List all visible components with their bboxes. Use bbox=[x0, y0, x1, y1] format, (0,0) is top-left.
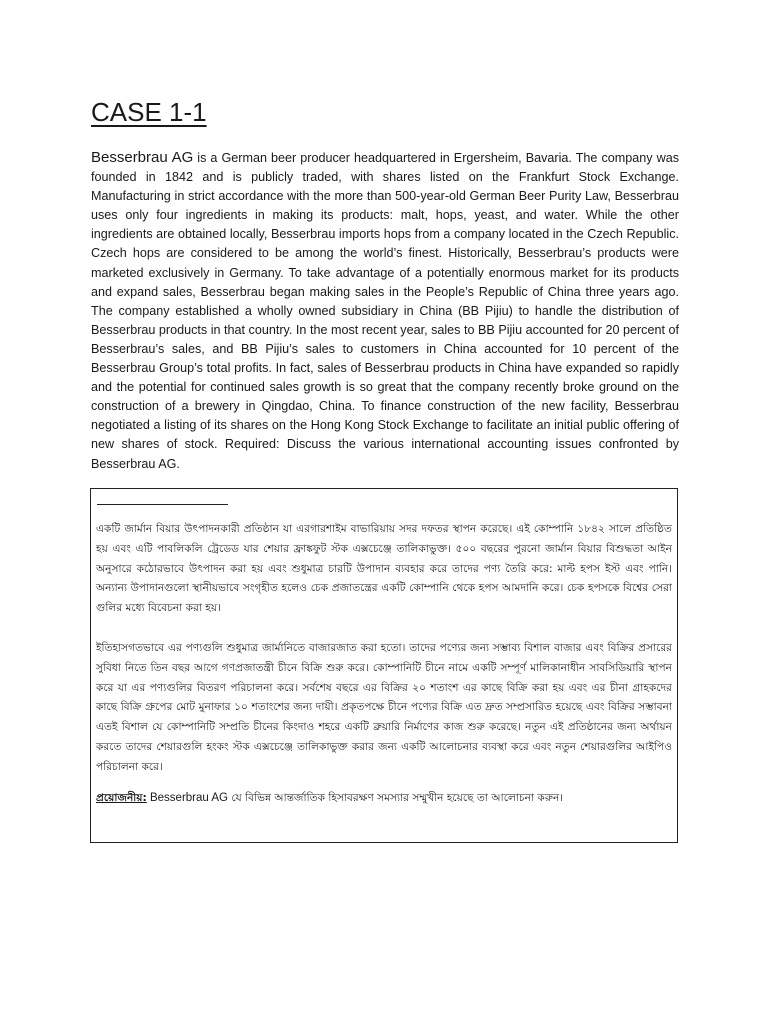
case-title: CASE 1-1 bbox=[91, 97, 207, 127]
required-label: প্রয়োজনীয়: bbox=[96, 791, 147, 804]
company-name: Besserbrau AG bbox=[91, 149, 194, 166]
case-description-english bbox=[91, 148, 679, 474]
bengali-paragraph-1: একটি জার্মান বিয়ার উৎপাদনকারী প্রতিষ্ঠান যা এরগারশাইম বাভারিয়ায় সদর দফতর স্থাপন করেছে। এই কোম্পানি ১৮৪২ সালে প্রতিষ্ঠিত হয় এবং এটি পাবলিকলি ট্রেডেড যার শেয়ার ফ্রাঙ্কফুট স্টক এক্সচেঞ্জে তালিকাভুক্ত। ৫০০ বছরের পুরনো জার্মান বিয়ার বিশুদ্ধতা আইন অনুসারে কঠোরভাবে উৎপাদন করা হয় এবং শুধুমাত্র চারটি উপাদান ব্যবহার করে তাদের পণ্য তৈরি করে: মাল্ট হপস ইস্ট এবং পানি। অন্যান্য উপাদানগুলো স্থানীয়ভাবে সংগৃহীত হলেও চেক প্রজাতন্ত্রের একটি কোম্পানি থেকে হপস আমদানি করে। চেক হপসকে বিশ্বের সেরা গুলির মধ্যে বিবেচনা করা হয়। bbox=[96, 523, 672, 615]
case-body-text: is a German beer producer headquartered in Ergersheim, Bavaria. The company was founded in 1842 and is publicly traded, with shares listed on the Frankfurt Stock Exchange. Manufacturing in strict accordance with the more than 500-year-old German Beer Purity Law, Besserbrau uses only four ingredients in making its products: malt, hops, yeast, and water. While the other ingredients are obtained locally, Besserbrau imports hops from a company located in the Czech Republic. Czech hops are considered to be among the world’s finest. Historically, Besserbrau’s products were marketed exclusively in Germany. To take advantage of a potentially enormous market for its products and expand sales, Besserbrau began making sales in the People’s Republic of China three years ago. The company established a wholly owned subsidiary in China (BB Pijiu) to handle the distribution of Besserbrau products in that country. In the most recent year, sales to BB Pijiu accounted for 20 percent of Besserbrau’s sales, and BB Pijiu’s sales to customers in China accounted for 10 percent of the Besserbrau Group’s total profits. In fact, sales of Besserbrau products in China have expanded so rapidly and the potential for continued sales growth is so great that the company recently broke ground on the construction of a brewery in Qingdao, China. To finance construction of the new facility, Besserbrau negotiated a listing of its shares on the Hong Kong Stock Exchange to facilitate an initial public offering of new shares of stock. Required: Discuss the various international accounting issues confronted by Besserbrau AG. bbox=[91, 151, 680, 471]
required-company: Besserbrau AG bbox=[146, 791, 228, 804]
footnote-rule bbox=[97, 504, 228, 505]
bengali-translation-box bbox=[90, 488, 678, 843]
bengali-required bbox=[96, 789, 672, 809]
bengali-paragraph-2: ইতিহাসগতভাবে এর পণ্যগুলি শুধুমাত্র জার্মানিতে বাজারজাত করা হতো। তাদের পণ্যের জন্য সম্ভাব্য বিশাল বাজার এবং বিক্রির প্রসারের সুবিধা নিতে তিন বছর আগে গণপ্রজাতন্ত্রী চীনে বিক্রি শুরু করে। কোম্পানিটি চীনে নামে একটি সম্পূর্ণ মালিকানাধীন সাবসিডিয়ারি স্থাপন করে যা এর পণ্যগুলির বিতরণ পরিচালনা করে। সর্বশেষ বছরে এর বিক্রির ২০ শতাংশ এর কাছে বিক্রি করা হয় এবং এর চীনা গ্রাহকদের কাছে বিক্রি গ্রুপের মোট মুনাফার ১০ শতাংশের জন্য দায়ী। প্রকৃতপক্ষে চীনে পণ্যের বিক্রি এত দ্রুত সম্প্রসারিত হয়েছে এবং বিক্রির সম্ভাবনা এতই বিশাল যে কোম্পানিটি সম্প্রতি চীনের কিংদাও শহরে একটি ব্রুয়ারি নির্মাণের কাজ শুরু করেছে। নতুন এই প্রতিষ্ঠানের জন্য অর্থায়ন করতে তাদের শেয়ারগুলি হংকং স্টক এক্সচেঞ্জে তালিকাভুক্ত করার জন্য একটি আলোচনার ব্যবস্থা করে এবং নতুন শেয়ারগুলির আইপিও পরিচালনা করে। bbox=[96, 641, 672, 773]
bengali-text bbox=[96, 520, 672, 808]
required-text: যে বিভিন্ন আন্তর্জাতিক হিসাবরক্ষণ সমস্যার সম্মুখীন হয়েছে তা আলোচনা করুন। bbox=[227, 791, 564, 804]
